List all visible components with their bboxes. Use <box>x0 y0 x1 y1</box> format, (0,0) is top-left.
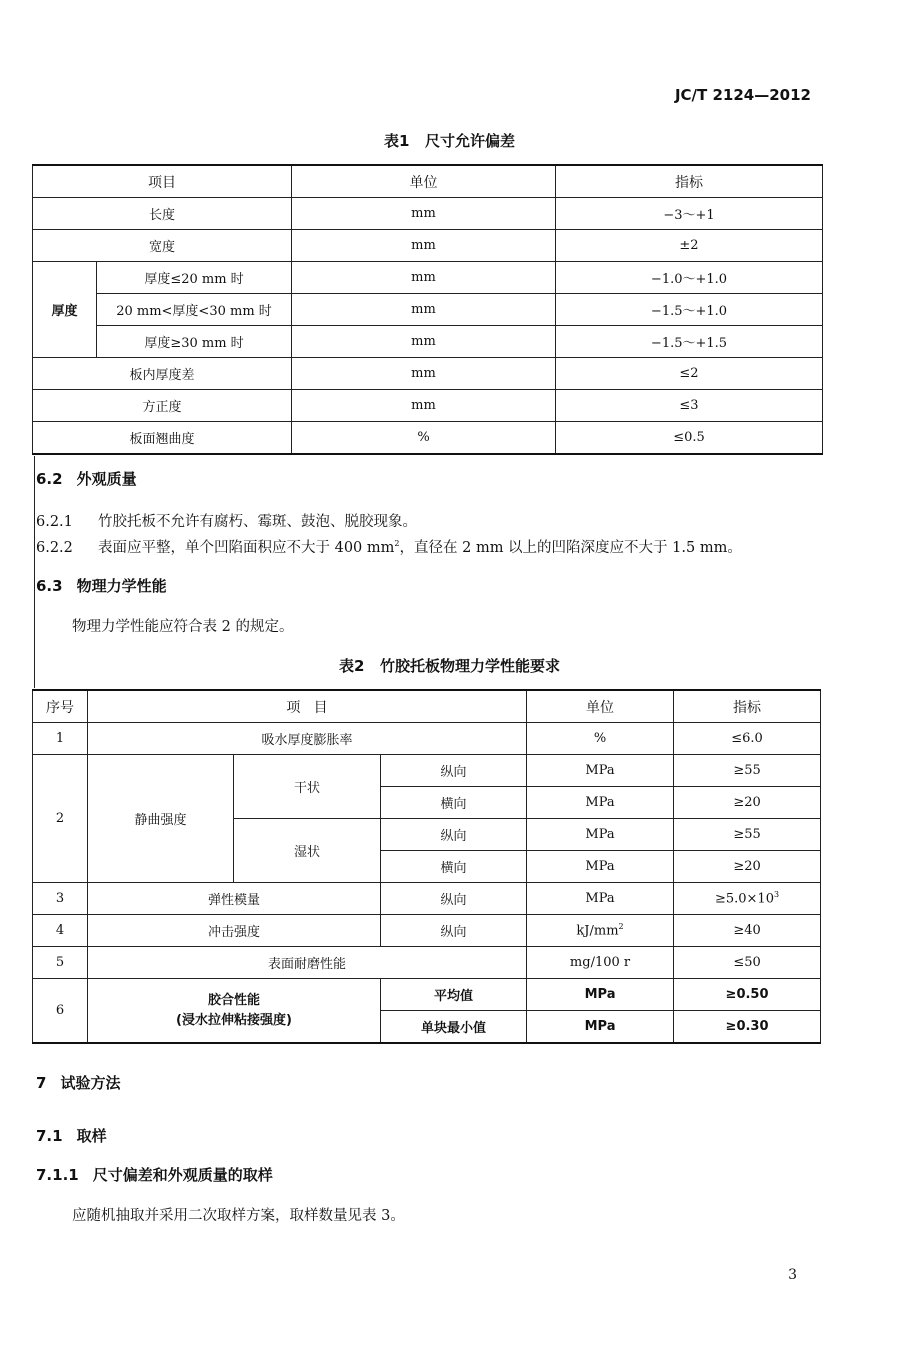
row-label: 厚度≥30 mm 时 <box>97 326 292 358</box>
table-row <box>33 230 823 262</box>
section-7-heading <box>36 1072 120 1093</box>
row-direction: 横向 <box>381 787 527 819</box>
clause-text: 表面应平整，单个凹陷面积应不大于 400 mm <box>98 540 395 556</box>
row-value: ≥0.30 <box>674 1011 821 1044</box>
row-seq: 2 <box>33 755 88 883</box>
value-text: ≥5.0×10 <box>714 891 774 907</box>
row-direction: 纵向 <box>381 755 527 787</box>
row-value: −3～+1 <box>556 198 823 230</box>
row-value: ≥55 <box>674 819 821 851</box>
row-item: 冲击强度 <box>88 915 381 947</box>
section-6-3-heading <box>36 575 167 596</box>
row-value: −1.5～+1.0 <box>556 294 823 326</box>
row-unit: MPa <box>527 787 674 819</box>
row-value: ≥40 <box>674 915 821 947</box>
row-unit: MPa <box>527 819 674 851</box>
row-sublabel: 平均值 <box>381 979 527 1011</box>
table2-header-seq: 序号 <box>33 690 88 723</box>
section-7-1-heading <box>36 1125 107 1146</box>
row-unit <box>527 915 674 947</box>
row-unit: % <box>527 723 674 755</box>
row-value: ≤50 <box>674 947 821 979</box>
table2-header-item: 项 目 <box>88 690 527 723</box>
row-unit: MPa <box>527 979 674 1011</box>
section-number: 6.3 <box>36 577 63 595</box>
superscript: 3 <box>773 890 780 900</box>
row-unit: MPa <box>527 1011 674 1044</box>
row-direction: 纵向 <box>381 883 527 915</box>
row-sublabel: 单块最小值 <box>381 1011 527 1044</box>
row-item-line2: (浸水拉伸粘接强度) <box>176 1012 292 1028</box>
clause-6-2-1 <box>36 510 417 531</box>
row-unit: mm <box>292 358 556 390</box>
table-row <box>33 358 823 390</box>
row-item: 弹性模量 <box>88 883 381 915</box>
table2-header-unit: 单位 <box>527 690 674 723</box>
table1-caption: 表1 尺寸允许偏差 <box>383 132 516 150</box>
row-value <box>674 883 821 915</box>
row-unit: MPa <box>527 883 674 915</box>
table-row <box>33 262 823 294</box>
row-item: 表面耐磨性能 <box>88 947 527 979</box>
row-unit: mm <box>292 294 556 326</box>
section-number: 7.1.1 <box>36 1166 79 1184</box>
row-value: ≤3 <box>556 390 823 422</box>
margin-scan-line <box>34 456 35 688</box>
row-item: 吸水厚度膨胀率 <box>88 723 527 755</box>
row-value: −1.0～+1.0 <box>556 262 823 294</box>
table1-header-value: 指标 <box>556 165 823 198</box>
row-seq: 6 <box>33 979 88 1044</box>
table2-caption: 表2 竹胶托板物理力学性能要求 <box>338 657 561 675</box>
row-value: ≤2 <box>556 358 823 390</box>
table2-header-value: 指标 <box>674 690 821 723</box>
row-seq: 3 <box>33 883 88 915</box>
row-unit: mm <box>292 326 556 358</box>
section-number: 6.2 <box>36 470 63 488</box>
row-value: ≤6.0 <box>674 723 821 755</box>
table-row <box>33 883 821 915</box>
row-value: ≥0.50 <box>674 979 821 1011</box>
row-unit: MPa <box>527 755 674 787</box>
condition-dry: 干状 <box>234 755 381 819</box>
row-unit: mm <box>292 390 556 422</box>
table1-header-unit: 单位 <box>292 165 556 198</box>
table-row <box>33 723 821 755</box>
table-row <box>33 198 823 230</box>
row-value: ≤0.5 <box>556 422 823 455</box>
row-seq: 4 <box>33 915 88 947</box>
table2-physical-mechanical <box>32 689 821 1044</box>
row-unit: mm <box>292 198 556 230</box>
section-title: 物理力学性能 <box>76 577 167 595</box>
row-label: 厚度≤20 mm 时 <box>97 262 292 294</box>
row-label: 长度 <box>33 198 292 230</box>
section-6-2-heading <box>36 468 137 489</box>
row-value: ≥55 <box>674 755 821 787</box>
clause-text: 竹胶托板不允许有腐朽、霉斑、鼓泡、脱胶现象。 <box>98 514 417 530</box>
section-title: 试验方法 <box>60 1074 121 1092</box>
table2-header-row <box>33 690 821 723</box>
table-row <box>33 390 823 422</box>
row-direction: 横向 <box>381 851 527 883</box>
row-value: −1.5～+1.5 <box>556 326 823 358</box>
table1-header-item: 项目 <box>33 165 292 198</box>
row-item: 静曲强度 <box>88 755 234 883</box>
clause-number: 6.2.2 <box>36 540 73 556</box>
table-row <box>33 947 821 979</box>
table1-header-row <box>33 165 823 198</box>
table-row <box>33 326 823 358</box>
row-unit: mm <box>292 262 556 294</box>
clause-text-cont: ，直径在 2 mm 以上的凹陷深度应不大于 1.5 mm。 <box>399 540 742 556</box>
section-title: 尺寸偏差和外观质量的取样 <box>92 1166 273 1184</box>
row-label: 20 mm<厚度<30 mm 时 <box>97 294 292 326</box>
condition-wet: 湿状 <box>234 819 381 883</box>
row-value: ≥20 <box>674 851 821 883</box>
table-row <box>33 915 821 947</box>
table1-dimension-tolerance <box>32 164 823 455</box>
standard-code: JC/T 2124—2012 <box>674 86 811 104</box>
table-row <box>33 294 823 326</box>
page-number: 3 <box>788 1267 797 1283</box>
row-seq: 5 <box>33 947 88 979</box>
row-value: ±2 <box>556 230 823 262</box>
row-direction: 纵向 <box>381 915 527 947</box>
row-label: 板内厚度差 <box>33 358 292 390</box>
row-unit: mm <box>292 230 556 262</box>
row-item-line1: 胶合性能 <box>207 992 260 1008</box>
row-value: ≥20 <box>674 787 821 819</box>
superscript: 2 <box>618 922 624 932</box>
row-unit: mg/100 r <box>527 947 674 979</box>
table-row <box>33 422 823 455</box>
row-unit: % <box>292 422 556 455</box>
thickness-group-label: 厚度 <box>33 262 97 358</box>
section-title: 取样 <box>76 1127 107 1145</box>
row-unit: MPa <box>527 851 674 883</box>
section-title: 外观质量 <box>76 470 137 488</box>
row-direction: 纵向 <box>381 819 527 851</box>
table-row <box>33 979 821 1011</box>
section-6-3-text: 物理力学性能应符合表 2 的规定。 <box>72 619 294 635</box>
superscript: 2 <box>394 539 400 549</box>
row-label: 板面翘曲度 <box>33 422 292 455</box>
row-seq: 1 <box>33 723 88 755</box>
section-7-1-1-heading <box>36 1164 273 1185</box>
clause-6-2-2 <box>36 536 742 557</box>
section-7-text: 应随机抽取并采用二次取样方案，取样数量见表 3。 <box>72 1208 405 1224</box>
row-item <box>88 979 381 1044</box>
clause-number: 6.2.1 <box>36 514 73 530</box>
table-row <box>33 755 821 787</box>
section-number: 7.1 <box>36 1127 63 1145</box>
row-label: 方正度 <box>33 390 292 422</box>
section-number: 7 <box>36 1074 47 1092</box>
unit-text: kJ/mm <box>576 923 619 939</box>
row-label: 宽度 <box>33 230 292 262</box>
